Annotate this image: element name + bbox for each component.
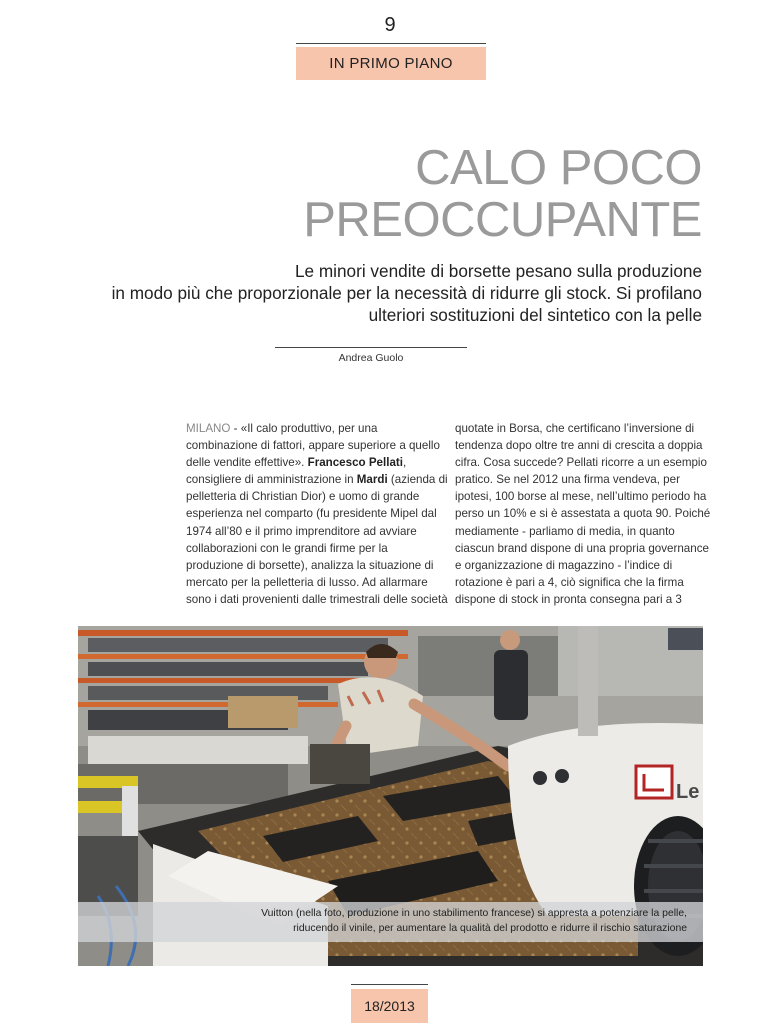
section-rule xyxy=(296,43,486,44)
byline-rule xyxy=(275,347,467,348)
dateline: MILANO xyxy=(186,422,231,435)
standfirst-line: in modo più che proporzionale per la necessità di ridurre gli stock. Si profilano xyxy=(111,283,702,303)
issue-number: 18/2013 xyxy=(351,989,428,1023)
body-text: (azienda di pelletteria di Christian Dior) e uomo di grande esperienza nel comparto (fu presidente Mipel dal 1974 all’80 e il primo imprenditore ad avviare collaborazioni con le grandi firme per la produzione di borsette), analizza la situazione di mercato per la pelletteria di lusso. Ad allarmare sono i dati provenienti dalle trimestrali delle società xyxy=(186,473,448,606)
author-byline: Andrea Guolo xyxy=(338,352,404,364)
body-text: - «Il calo produttivo, per una combinazione di fattori, appare superiore a quello delle vendite effettive». xyxy=(186,422,440,470)
standfirst-line: ulteriori sostituzioni del sintetico con la pelle xyxy=(368,305,702,325)
person-name: Francesco Pellati xyxy=(307,456,403,470)
section-tag: IN PRIMO PIANO xyxy=(296,47,486,80)
body-column-right xyxy=(455,420,717,608)
body-paragraph xyxy=(186,420,448,608)
issue-rule xyxy=(351,984,428,985)
body-text: , consigliere di amministrazione in xyxy=(186,456,407,487)
company-name: Mardi xyxy=(356,473,388,487)
body-column-left xyxy=(186,420,448,608)
page-number: 9 xyxy=(384,14,396,36)
standfirst-line: Le minori vendite di borsette pesano sulla produzione xyxy=(294,261,702,281)
caption-line: riducendo il vinile, per aumentare la qualità del prodotto e ridurre il rischio saturazione xyxy=(293,922,687,934)
caption-line: Vuitton (nella foto, produzione in uno stabilimento francese) si appresta a potenziare la pelle, xyxy=(261,908,687,919)
photo-caption xyxy=(78,907,687,936)
headline-line: PREOCCUPANTE xyxy=(303,193,702,247)
body-paragraph: quotate in Borsa, che certificano l’inversione di tendenza dopo oltre tre anni di crescita a doppia cifra. Cosa succede? Pellati ricorre a un esempio pratico. Se nel 2012 una firma vendeva, per ipotesi, 100 borse al mese, nell’ultimo periodo ha perso un 10% e si è assestata a quota 90. Poiché mediamente - parliamo di media, in quanto ciascun brand dispone di una propria governance e organizzazione di magazzino - l’indice di rotazione è pari a 4, ciò significa che la firma dispone di stock in pronta consegna pari a 3 xyxy=(455,422,711,606)
headline-line: CALO POCO xyxy=(415,141,702,195)
article-photo xyxy=(78,626,703,966)
article-headline xyxy=(303,142,702,246)
article-standfirst xyxy=(62,260,702,326)
machine-brand-label: Le xyxy=(676,781,700,803)
